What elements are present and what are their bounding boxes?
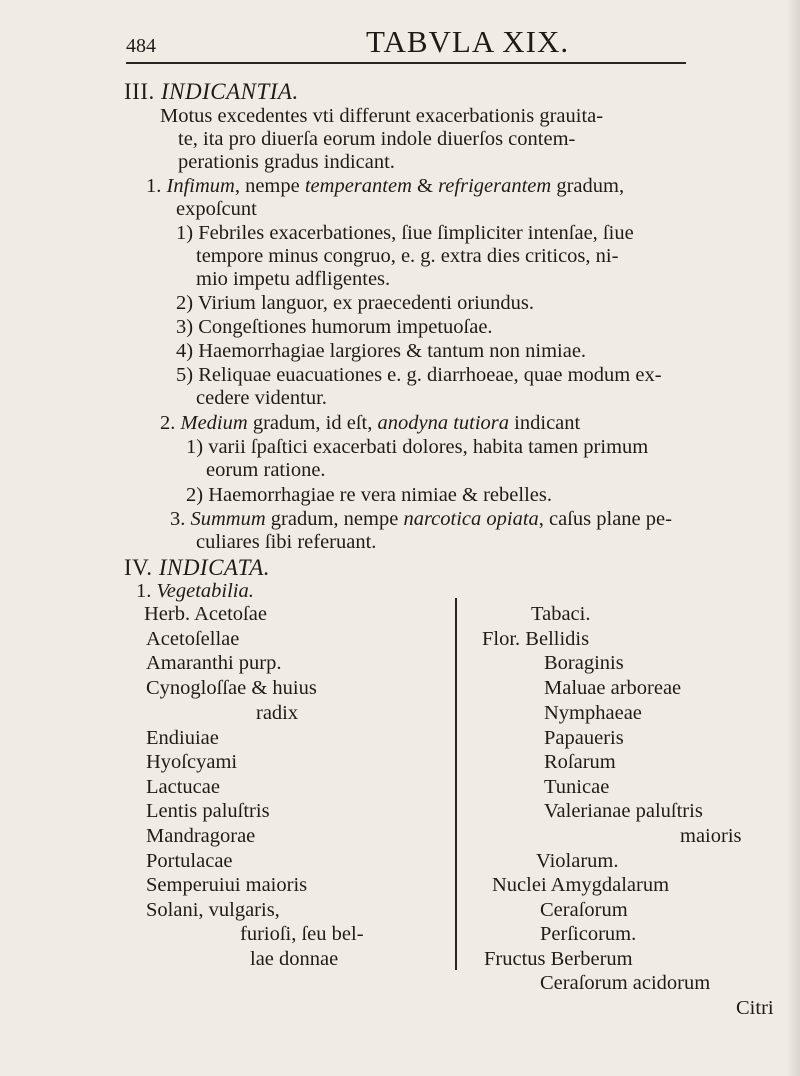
- subitem-continuation: mio impetu adfligentes.: [196, 268, 391, 290]
- right-column-item: Maluae arboreae: [544, 677, 682, 699]
- item-summum: [170, 509, 672, 530]
- section-3-numeral: III.: [124, 79, 155, 104]
- right-column-item: Nymphaeae: [544, 702, 642, 724]
- page-edge-shadow: [786, 0, 800, 1076]
- right-column-item: Valerianae paluſtris: [544, 800, 703, 822]
- subitem-continuation: eorum ratione.: [206, 459, 326, 481]
- item-infimum: [146, 176, 624, 197]
- item-text: gradum, nempe: [265, 508, 404, 530]
- item-text: , caſus plane pe-: [538, 508, 672, 530]
- item-medium: [160, 413, 580, 434]
- subitem: [186, 437, 648, 458]
- subitem-number: 4): [176, 340, 194, 362]
- left-column-item: Endiuiae: [146, 727, 219, 749]
- item-text: indicant: [509, 412, 581, 434]
- item-number: 2.: [160, 412, 176, 434]
- right-column-item: Violarum.: [536, 850, 619, 872]
- section-4-heading: [124, 556, 270, 579]
- subitem: [186, 485, 552, 506]
- subitem: [176, 365, 662, 386]
- subsection-heading: [136, 581, 254, 602]
- item-emphasis: anodyna tutiora: [377, 412, 510, 434]
- subitem: [176, 317, 493, 338]
- left-column-item: lae donnae: [250, 948, 339, 970]
- item-emphasis: narcotica opiata: [403, 508, 539, 530]
- column-divider: [455, 598, 457, 970]
- left-column-item: Lactucae: [146, 776, 220, 798]
- item-label: Summum: [190, 508, 266, 530]
- section-3-heading: [124, 80, 299, 103]
- right-column-item: Perſicorum.: [540, 923, 637, 945]
- subitem-number: 1): [176, 222, 194, 244]
- right-column-item: Roſarum: [544, 751, 616, 773]
- right-column-item: Nuclei Amygdalarum: [492, 874, 670, 896]
- item-text: &: [411, 175, 439, 197]
- subitem-number: 2): [186, 484, 204, 506]
- subitem-continuation: cedere videntur.: [196, 387, 327, 409]
- page-number: 484: [126, 35, 156, 57]
- left-column-item: Acetoſellae: [146, 628, 240, 650]
- subsection-number: 1.: [136, 580, 152, 602]
- item-number: 1.: [146, 175, 162, 197]
- left-column-item: Cynogloſſae & huius: [146, 677, 317, 699]
- left-column-item: Portulacae: [146, 850, 233, 872]
- left-column-item: radix: [256, 702, 299, 724]
- left-column-item: Solani, vulgaris,: [146, 899, 280, 921]
- left-column-item: Lentis paluſtris: [146, 800, 270, 822]
- left-column-item: Hyoſcyami: [146, 751, 238, 773]
- left-column-item: Mandragorae: [146, 825, 256, 847]
- subitem-text: Virium languor, ex praecedenti oriundus.: [197, 292, 534, 314]
- subitem-text: Reliquae euacuationes e. g. diarrhoeae, quae modum ex-: [198, 364, 662, 386]
- right-column-item: Ceraſorum acidorum: [540, 972, 711, 994]
- subitem-text: Haemorrhagiae re vera nimiae & rebelles.: [208, 484, 552, 506]
- subsection-label: Vegetabilia.: [156, 580, 254, 602]
- right-column-item: Tunicae: [544, 776, 610, 798]
- subitem-number: 5): [176, 364, 194, 386]
- item-continuation: expoſcunt: [176, 198, 257, 220]
- right-column-item: Flor. Bellidis: [482, 628, 590, 650]
- subitem-number: 1): [186, 436, 204, 458]
- section-4-title: INDICATA.: [158, 555, 271, 580]
- item-emphasis: refrigerantem: [438, 175, 552, 197]
- subitem-text: Haemorrhagiae largiores & tantum non nimiae.: [198, 340, 587, 362]
- intro-line: Motus excedentes vti differunt exacerbationis grauita-: [160, 105, 604, 127]
- subitem-number: 3): [176, 316, 194, 338]
- right-column-item: Citri: [736, 997, 774, 1019]
- item-emphasis: temperantem: [304, 175, 412, 197]
- subitem-continuation: tempore minus congruo, e. g. extra dies criticos, ni-: [196, 245, 619, 267]
- left-column-item: Amaranthi purp.: [146, 652, 282, 674]
- intro-line: te, ita pro diuerſa eorum indole diuerſos contem-: [178, 128, 576, 150]
- subitem-text: Febriles exacerbationes, ſiue ſimpliciter intenſae, ſiue: [198, 222, 634, 244]
- running-title: TABVLA XIX.: [366, 24, 570, 59]
- item-text: , nempe: [234, 175, 305, 197]
- section-3-title: INDICANTIA.: [160, 79, 299, 104]
- left-column-item: Semperuiui maioris: [146, 874, 308, 896]
- right-column-item: Tabaci.: [531, 603, 591, 625]
- subitem-number: 2): [176, 292, 194, 314]
- right-column-item: Fructus Berberum: [484, 948, 633, 970]
- header-rule: [126, 62, 686, 64]
- item-label: Medium: [180, 412, 248, 434]
- subitem: [176, 341, 586, 362]
- right-column-item: maioris: [680, 825, 742, 847]
- right-column-item: Ceraſorum: [540, 899, 628, 921]
- section-4-numeral: IV.: [124, 555, 153, 580]
- right-column-item: Papaueris: [544, 727, 624, 749]
- right-column-item: Boraginis: [544, 652, 624, 674]
- left-column-item: furioſi, ſeu bel-: [240, 923, 364, 945]
- item-text: gradum,: [551, 175, 625, 197]
- item-label: Infimum: [166, 175, 235, 197]
- left-column-item: Herb. Acetoſae: [144, 603, 267, 625]
- subitem: [176, 223, 634, 244]
- subitem-text: Congeſtiones humorum impetuoſae.: [198, 316, 493, 338]
- item-continuation: culiares ſibi referuant.: [196, 531, 377, 553]
- item-text: gradum, id eſt,: [247, 412, 378, 434]
- subitem: [176, 293, 534, 314]
- subitem-text: varii ſpaſtici exacerbati dolores, habita tamen primum: [208, 436, 649, 458]
- intro-line: perationis gradus indicant.: [178, 151, 395, 173]
- item-number: 3.: [170, 508, 186, 530]
